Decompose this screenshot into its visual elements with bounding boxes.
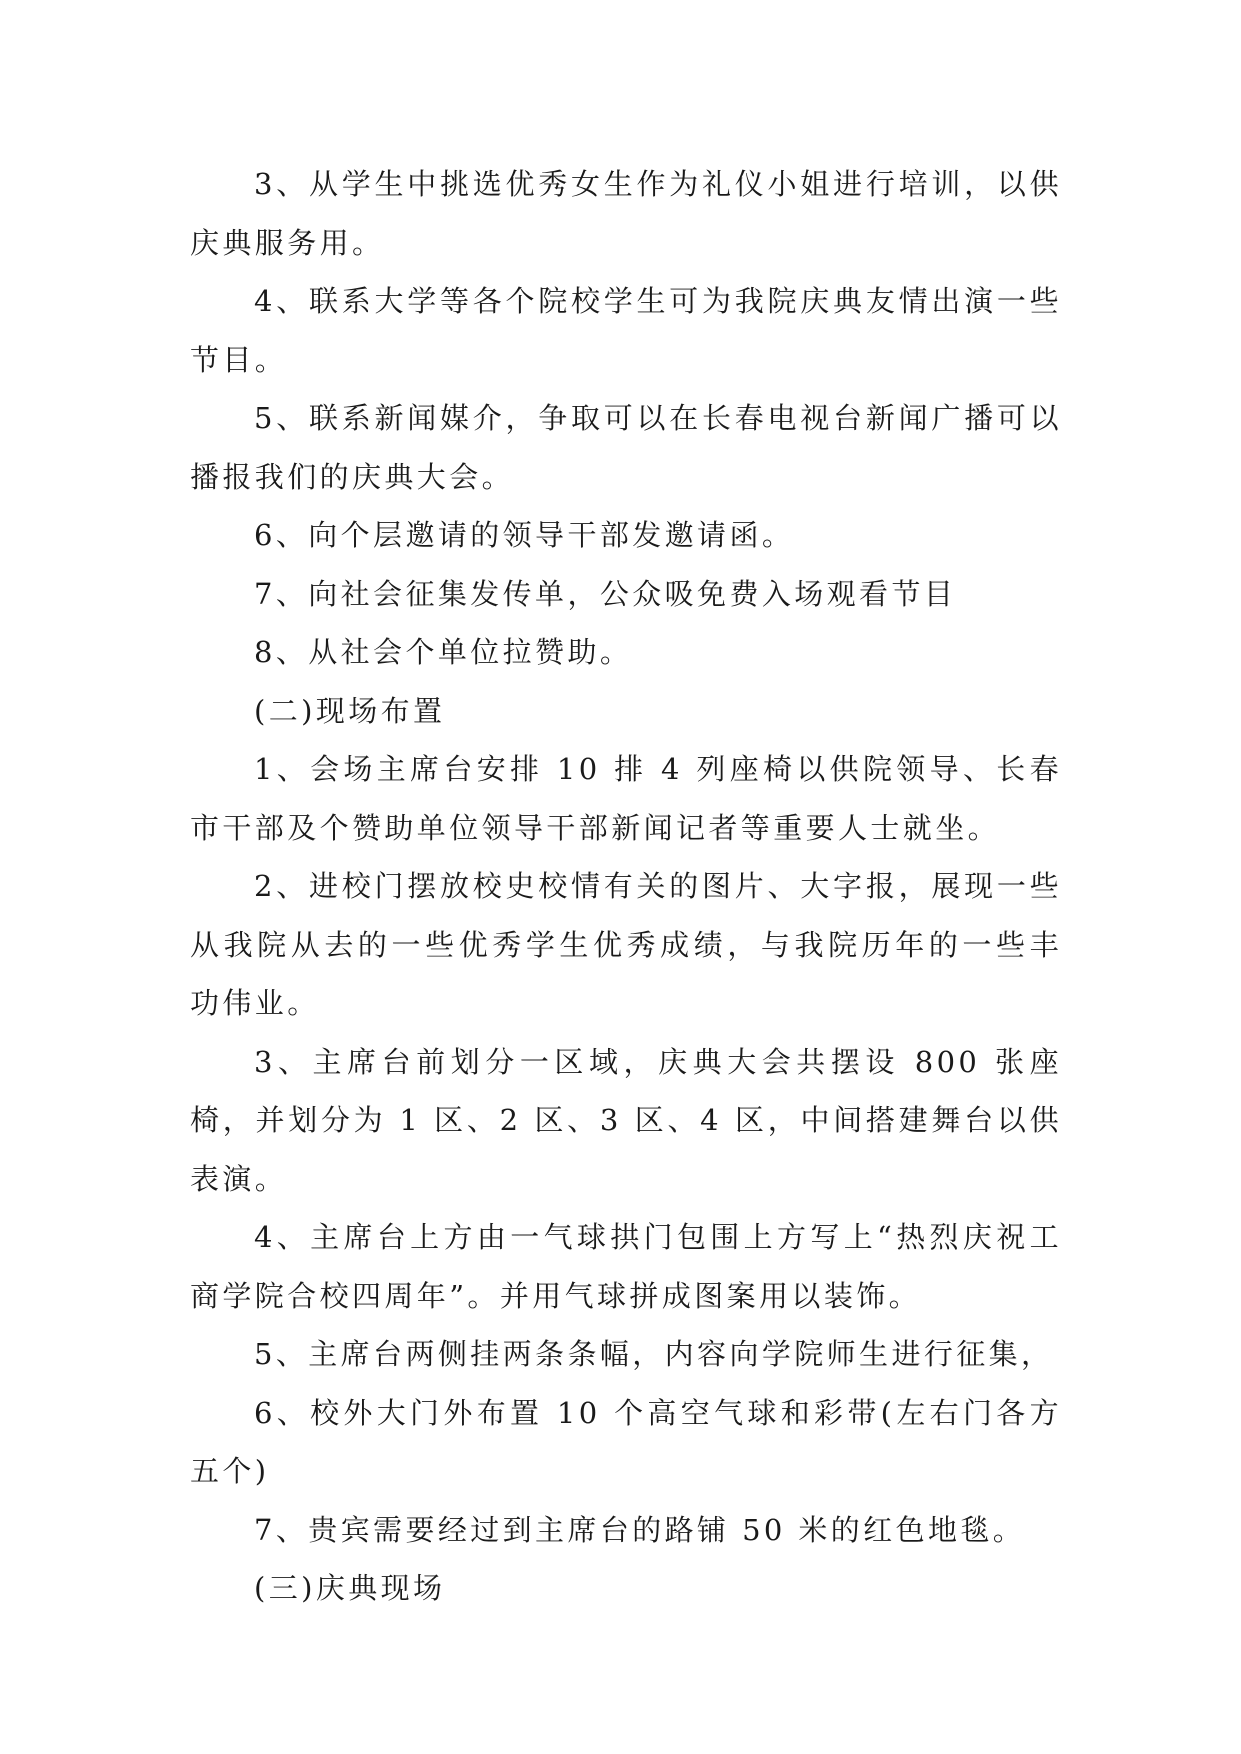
paragraph-item-3-etiquette: 3、从学生中挑选优秀女生作为礼仪小姐进行培训，以供庆典服务用。: [190, 167, 1062, 260]
paragraph-venue-7-red-carpet: 7、贵宾需要经过到主席台的路铺 50 米的红色地毯。: [254, 1512, 1026, 1547]
document-body: [190, 155, 1062, 1618]
section-heading-ceremony-site: (三)庆典现场: [254, 1571, 446, 1605]
paragraph-venue-6-balloons: 6、校外大门外布置 10 个高空气球和彩带(左右门各方五个): [190, 1395, 1062, 1488]
paragraph-item-6-invitations: 6、向个层邀请的领导干部发邀请函。: [254, 518, 795, 552]
paragraph-item-7-flyers: 7、向社会征集发传单，公众吸免费入场观看节目: [254, 576, 957, 611]
paragraph-venue-4-balloon-arch: 4、主席台上方由一气球拱门包围上方写上“热烈庆祝工商学院合校四周年”。并用气球拼成图案用以装饰。: [190, 1220, 1062, 1313]
paragraph-item-8-sponsorship: 8、从社会个单位拉赞助。: [254, 635, 633, 669]
paragraph-venue-2-exhibits: 2、进校门摆放校史校情有关的图片、大字报，展现一些从我院从去的一些优秀学生优秀成绩，与我院历年的一些丰功伟业。: [190, 869, 1062, 1020]
paragraph-item-5-media: 5、联系新闻媒介，争取可以在长春电视台新闻广播可以播报我们的庆典大会。: [190, 401, 1062, 494]
paragraph-venue-1-seating: 1、会场主席台安排 10 排 4 列座椅以供院领导、长春市干部及个赞助单位领导干部新闻记者等重要人士就坐。: [190, 752, 1062, 845]
paragraph-venue-3-zones: 3、主席台前划分一区域，庆典大会共摆设 800 张座椅，并划分为 1 区、2 区、3 区、4 区，中间搭建舞台以供表演。: [190, 1044, 1062, 1196]
paragraph-venue-5-banners: 5、主席台两侧挂两条条幅，内容向学院师生进行征集，: [254, 1337, 1054, 1371]
paragraph-item-4-performances: 4、联系大学等各个院校学生可为我院庆典友情出演一些节目。: [190, 284, 1062, 377]
section-heading-venue-layout: (二)现场布置: [254, 693, 446, 728]
